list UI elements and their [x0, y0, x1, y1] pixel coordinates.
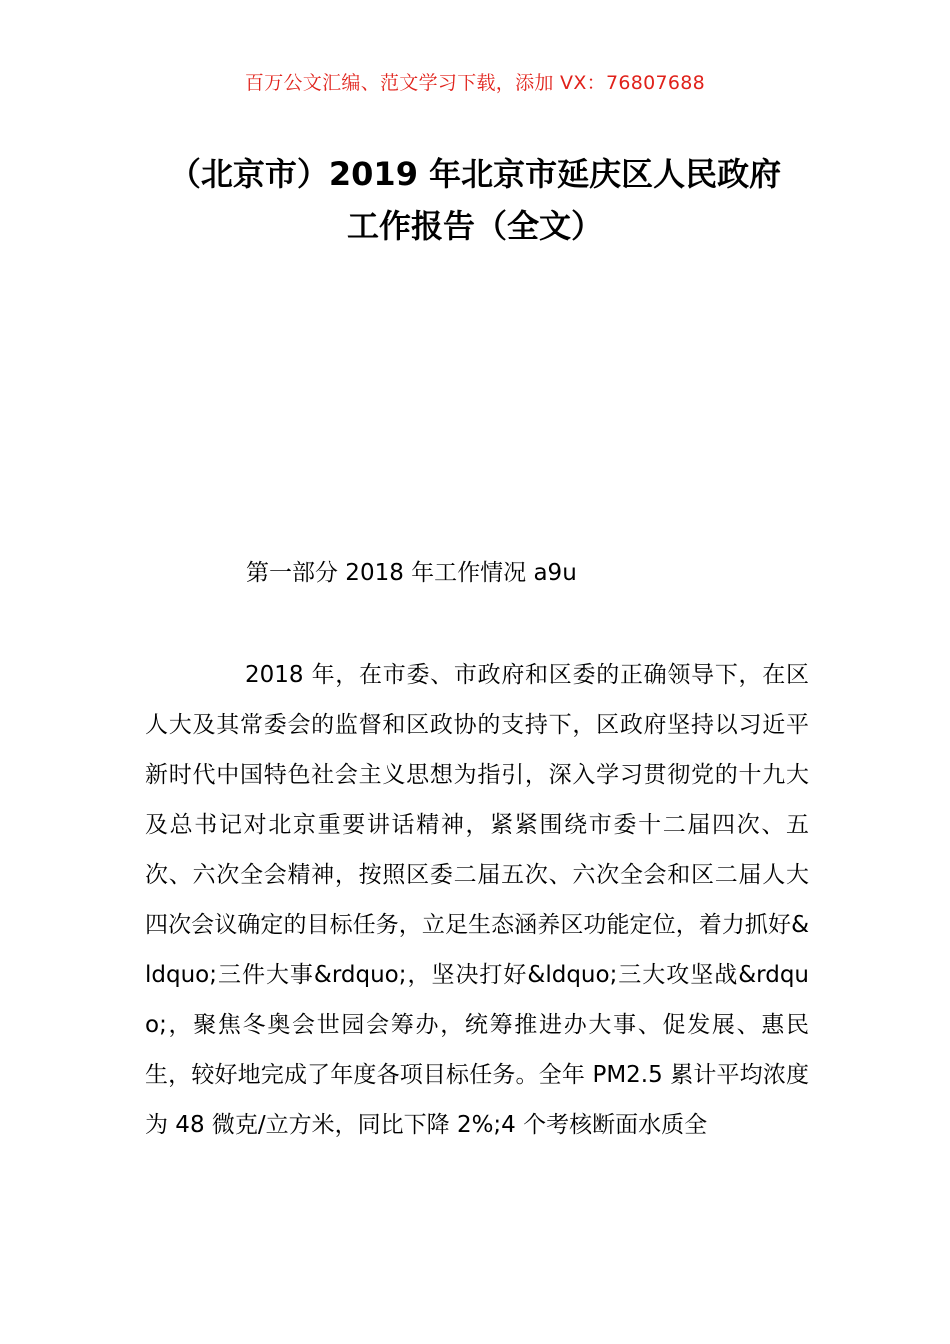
title-line-1: （北京市）2019 年北京市延庆区人民政府: [168, 155, 782, 193]
section-heading: 第一部分 2018 年工作情况 a9u: [246, 560, 577, 586]
title-line-2: 工作报告（全文）: [346, 207, 603, 245]
header-note: 百万公文汇编、范文学习下载，添加 VX：76807688: [244, 72, 706, 94]
document-title: [0, 148, 950, 252]
body-paragraph: 2018 年，在市委、市政府和区委的正确领导下，在区人大及其常委会的监督和区政协的支持下，区政府坚持以习近平新时代中国特色社会主义思想为指引，深入学习贯彻党的十九大及总书记对北京重要讲话精神，紧紧围绕市委十二届四次、五次、六次全会精神，按照区委二届五次、六次全会和区二届人大四次会议确定的目标任务，立足生态涵养区功能定位，着力抓好&ldquo;三件大事&rdquo;，坚决打好&ldquo;三大攻坚战&rdquo;，聚焦冬奥会世园会筹办，统筹推进办大事、促发展、惠民生，较好地完成了年度各项目标任务。全年 PM2.5 累计平均浓度为 48 微克/立方米，同比下降 2%;4 个考核断面水质全: [145, 662, 809, 1138]
